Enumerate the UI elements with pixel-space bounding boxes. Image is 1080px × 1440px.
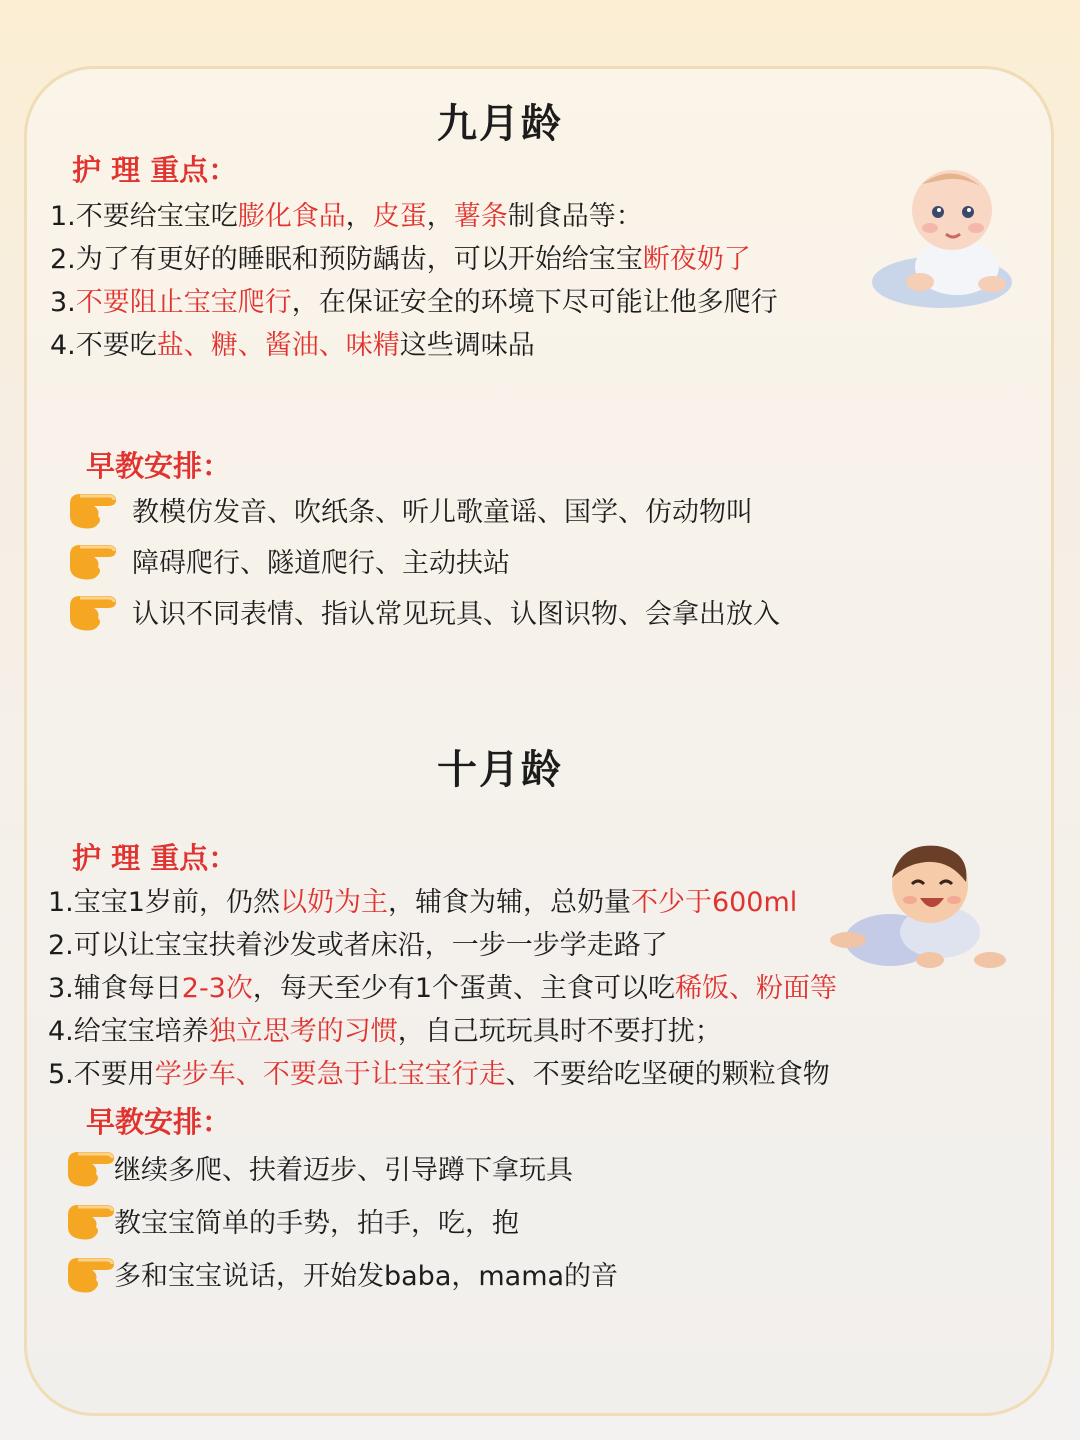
highlight-text: 不要阻止宝宝爬行 [75, 287, 292, 318]
highlight-text: 断夜奶了 [642, 244, 751, 275]
care-line [50, 323, 535, 362]
care-line [50, 237, 751, 276]
highlight-text: 膨化食品 [237, 201, 346, 232]
plain-text: ， [426, 201, 454, 232]
plain-text: 这些调味品 [399, 330, 535, 361]
plain-text: 3. [50, 287, 76, 318]
plain-text: ，辅食为辅，总奶量 [387, 887, 631, 918]
plain-text: 4.不要吃 [50, 330, 157, 361]
edu-item: 认识不同表情、指认常见玩具、认图识物、会拿出放入 [132, 599, 780, 630]
care-line [50, 280, 778, 319]
crawling-baby-illustration [872, 162, 1014, 312]
plain-text: 2.为了有更好的睡眠和预防龋齿，可以开始给宝宝 [50, 244, 643, 275]
plain-text: ，自己玩玩具时不要打扰； [397, 1016, 722, 1047]
pointing-hand-icon [62, 1248, 116, 1294]
care-line [48, 1009, 722, 1048]
pointing-hand-icon [62, 1142, 116, 1188]
highlight-text: 学步车、不要急于让宝宝行走 [154, 1059, 506, 1090]
edu-item: 多和宝宝说话，开始发baba，mama的音 [114, 1261, 619, 1292]
section1-title: 九月龄 [437, 101, 563, 147]
care-line [48, 966, 837, 1005]
plain-text: 1.不要给宝宝吃 [50, 201, 238, 232]
pointing-hand-icon [64, 535, 118, 581]
highlight-text: 2-3次 [181, 973, 253, 1004]
pointing-hand-icon [62, 1195, 116, 1241]
plain-text: 、不要给吃坚硬的颗粒食物 [505, 1059, 830, 1090]
highlight-text: 不少于600ml [630, 887, 798, 918]
section2-title: 十月龄 [437, 747, 563, 793]
plain-text: 制食品等： [507, 201, 643, 232]
plain-text: ，每天至少有1个蛋黄、主食可以吃 [252, 973, 676, 1004]
care-line [48, 880, 797, 919]
highlight-text: 稀饭、粉面等 [675, 973, 838, 1004]
edu-item: 继续多爬、扶着迈步、引导蹲下拿玩具 [114, 1155, 573, 1186]
plain-text: ，在保证安全的环境下尽可能让他多爬行 [291, 287, 778, 318]
edu-item: 教模仿发音、吹纸条、听儿歌童谣、国学、仿动物叫 [132, 497, 753, 528]
highlight-text: 以奶为主 [279, 887, 388, 918]
care-line [48, 923, 668, 962]
highlight-text: 盐、糖、酱油、味精 [156, 330, 400, 361]
edu-item: 教宝宝简单的手势，拍手，吃，抱 [114, 1208, 519, 1239]
section1-care-heading: 护 理 重点： [72, 153, 238, 187]
plain-text: ， [345, 201, 373, 232]
plain-text: 2.可以让宝宝扶着沙发或者床沿，一步一步学走路了 [48, 930, 668, 961]
plain-text: 5.不要用 [48, 1059, 155, 1090]
highlight-text: 薯条 [453, 201, 508, 232]
care-line [48, 1052, 830, 1091]
plain-text: 4.给宝宝培养 [48, 1016, 209, 1047]
highlight-text: 皮蛋 [372, 201, 427, 232]
care-line [50, 194, 643, 233]
pointing-hand-icon [64, 586, 118, 632]
plain-text: 3.辅食每日 [48, 973, 182, 1004]
section1-edu-heading: 早教安排： [86, 449, 232, 483]
highlight-text: 独立思考的习惯 [208, 1016, 398, 1047]
section2-edu-heading: 早教安排： [86, 1105, 232, 1139]
pointing-hand-icon [64, 484, 118, 530]
section2-care-heading: 护 理 重点： [72, 841, 238, 875]
plain-text: 1.宝宝1岁前，仍然 [48, 887, 280, 918]
edu-item: 障碍爬行、隧道爬行、主动扶站 [132, 548, 510, 579]
laughing-baby-illustration [830, 840, 1010, 975]
